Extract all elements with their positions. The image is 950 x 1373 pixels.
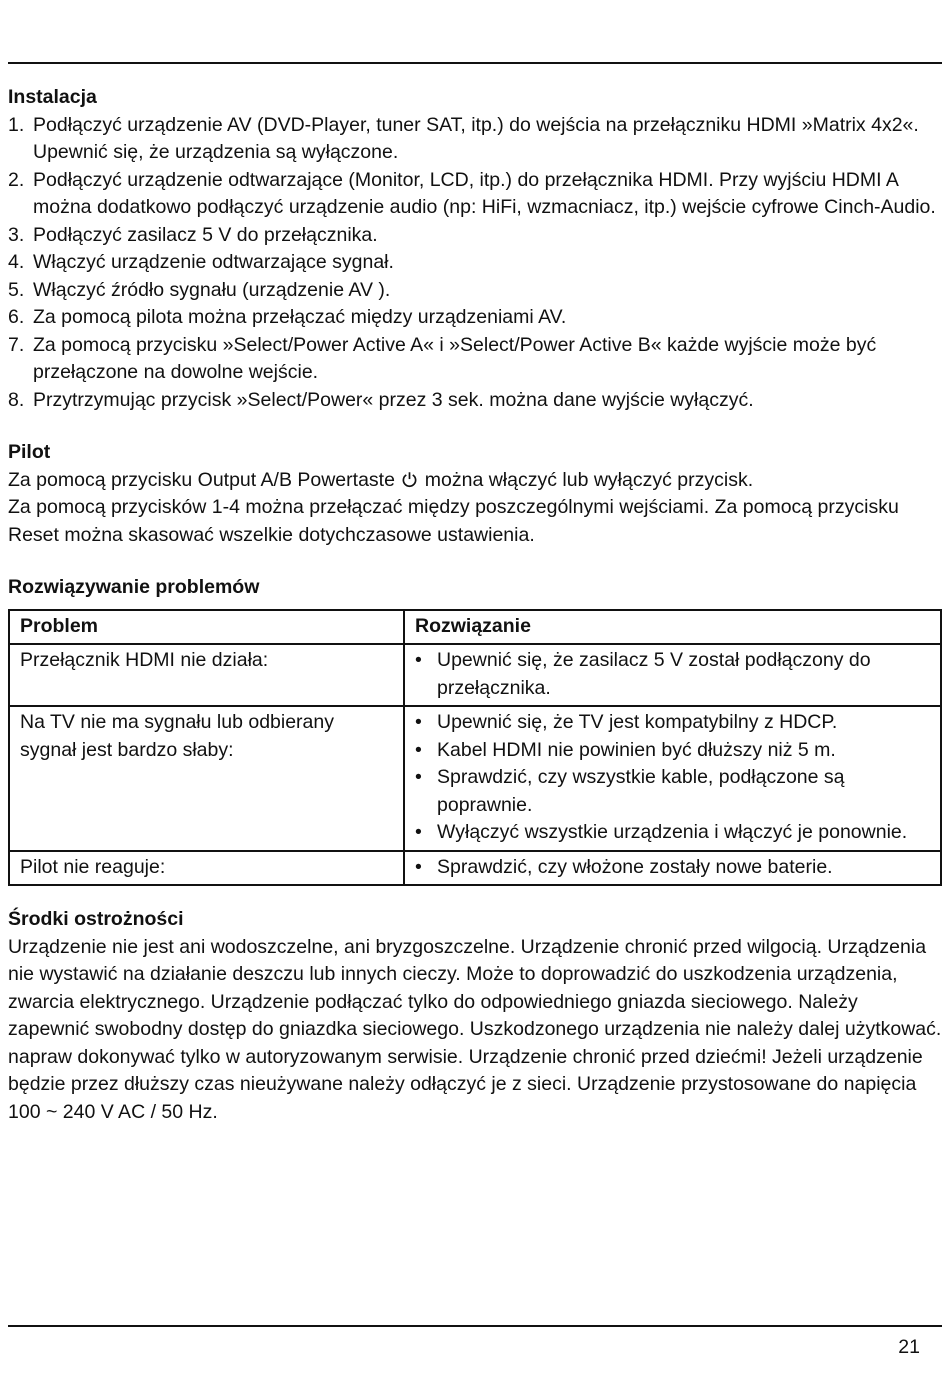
troubleshooting-heading: Rozwiązywanie problemów — [8, 576, 260, 598]
table-row — [9, 706, 941, 851]
safety-text: Urządzenie nie jest ani wodoszczelne, ani bryzgoszczelne. Urządzenie chronić przed wilgocią. Urządzenia nie wystawić na działanie deszczu lub innych cieczy. Może to doprowadzić do uszkodzenia urządzenia, zwarcia elektrycznego. Urządzenie podłączać tylko do odpowiedniego gniazda sieciowego. Należy zapewnić swobodny dostęp do gniazdka sieciowego. Uszkodzonego urządzenia nie należy dalej użytkować. napraw dokonywać tylko w autoryzowanym serwisie. Urządzenie chronić przed dziećmi! Jeżeli urządzenie będzie przez dłuższy czas nieużywane należy odłączyć je z sieci. Urządzenie przystosowane do napięcia 100 ~ 240 V AC / 50 Hz. — [8, 935, 942, 1123]
column-header-problem: Problem — [9, 610, 404, 645]
problem-cell: Na TV nie ma sygnału lub odbierany sygnał jest bardzo słaby: — [9, 706, 404, 851]
install-steps — [8, 112, 942, 415]
table-row — [9, 851, 941, 886]
solution-item: • Upewnić się, że TV jest kompatybilny z HDCP. — [415, 711, 838, 733]
bottom-rule — [8, 1325, 942, 1327]
install-step: 4. Włączyć urządzenie odtwarzające sygnał. — [8, 251, 394, 273]
remote-text-1: Za pomocą przycisku Output A/B Powertaste można włączyć lub wyłączyć przycisk. — [8, 468, 754, 491]
safety-heading: Środki ostrożności — [8, 908, 184, 930]
solution-cell — [404, 644, 941, 706]
solution-cell — [404, 851, 941, 886]
table-header-row — [9, 610, 941, 645]
problem-cell: Przełącznik HDMI nie działa: — [9, 644, 404, 706]
install-step: 3. Podłączyć zasilacz 5 V do przełącznika. — [8, 223, 378, 246]
install-step: 2. Podłączyć urządzenie odtwarzające (Monitor, LCD, itp.) do przełącznika HDMI. Przy wyjściu HDMI A można dodatkowo podłączyć urządzenie audio (np: HiFi, wzmacniacz, itp.) wejście cyfrowe Cinch-Audio. — [8, 168, 936, 218]
install-step: 1. Podłączyć urządzenie AV (DVD-Player, tuner SAT, itp.) do wejścia na przełączniku HDMI »Matrix 4x2«. Upewnić się, że urządzenia są wyłączone. — [8, 113, 919, 163]
install-step: 6. Za pomocą pilota można przełączać między urządzeniami AV. — [8, 306, 567, 328]
problem-cell: Pilot nie reaguje: — [9, 851, 404, 886]
remote-heading: Pilot — [8, 441, 51, 463]
install-step: 7. Za pomocą przycisku »Select/Power Active A« i »Select/Power Active B« każde wyjście może być przełączone na dowolne wejście. — [8, 333, 877, 383]
solution-item: • Kabel HDMI nie powinien być dłuższy niż 5 m. — [415, 738, 836, 761]
top-rule — [8, 62, 942, 64]
page-content — [8, 84, 942, 1126]
solution-item: • Upewnić się, że zasilacz 5 V został podłączony do przełącznika. — [415, 649, 871, 699]
solution-item: • Sprawdzić, czy włożone zostały nowe baterie. — [415, 855, 833, 878]
install-heading: Instalacja — [8, 86, 97, 108]
troubleshooting-table — [8, 609, 942, 887]
power-icon — [401, 471, 418, 488]
solution-item: • Sprawdzić, czy wszystkie kable, podłączone są poprawnie. — [415, 766, 845, 816]
solution-item: • Wyłączyć wszystkie urządzenia i włączyć je ponownie. — [415, 821, 908, 843]
page-number: 21 — [898, 1336, 920, 1358]
install-step: 5. Włączyć źródło sygnału (urządzenie AV ). — [8, 278, 391, 301]
install-step: 8. Przytrzymując przycisk »Select/Power« przez 3 sek. można dane wyjście wyłączyć. — [8, 388, 754, 411]
table-row — [9, 644, 941, 706]
remote-text-2: Za pomocą przycisków 1-4 można przełączać między poszczególnymi wejściami. Za pomocą przycisku Reset można skasować wszelkie dotychczasowe ustawienia. — [8, 496, 899, 546]
solution-cell — [404, 706, 941, 851]
column-header-solution: Rozwiązanie — [404, 610, 941, 645]
